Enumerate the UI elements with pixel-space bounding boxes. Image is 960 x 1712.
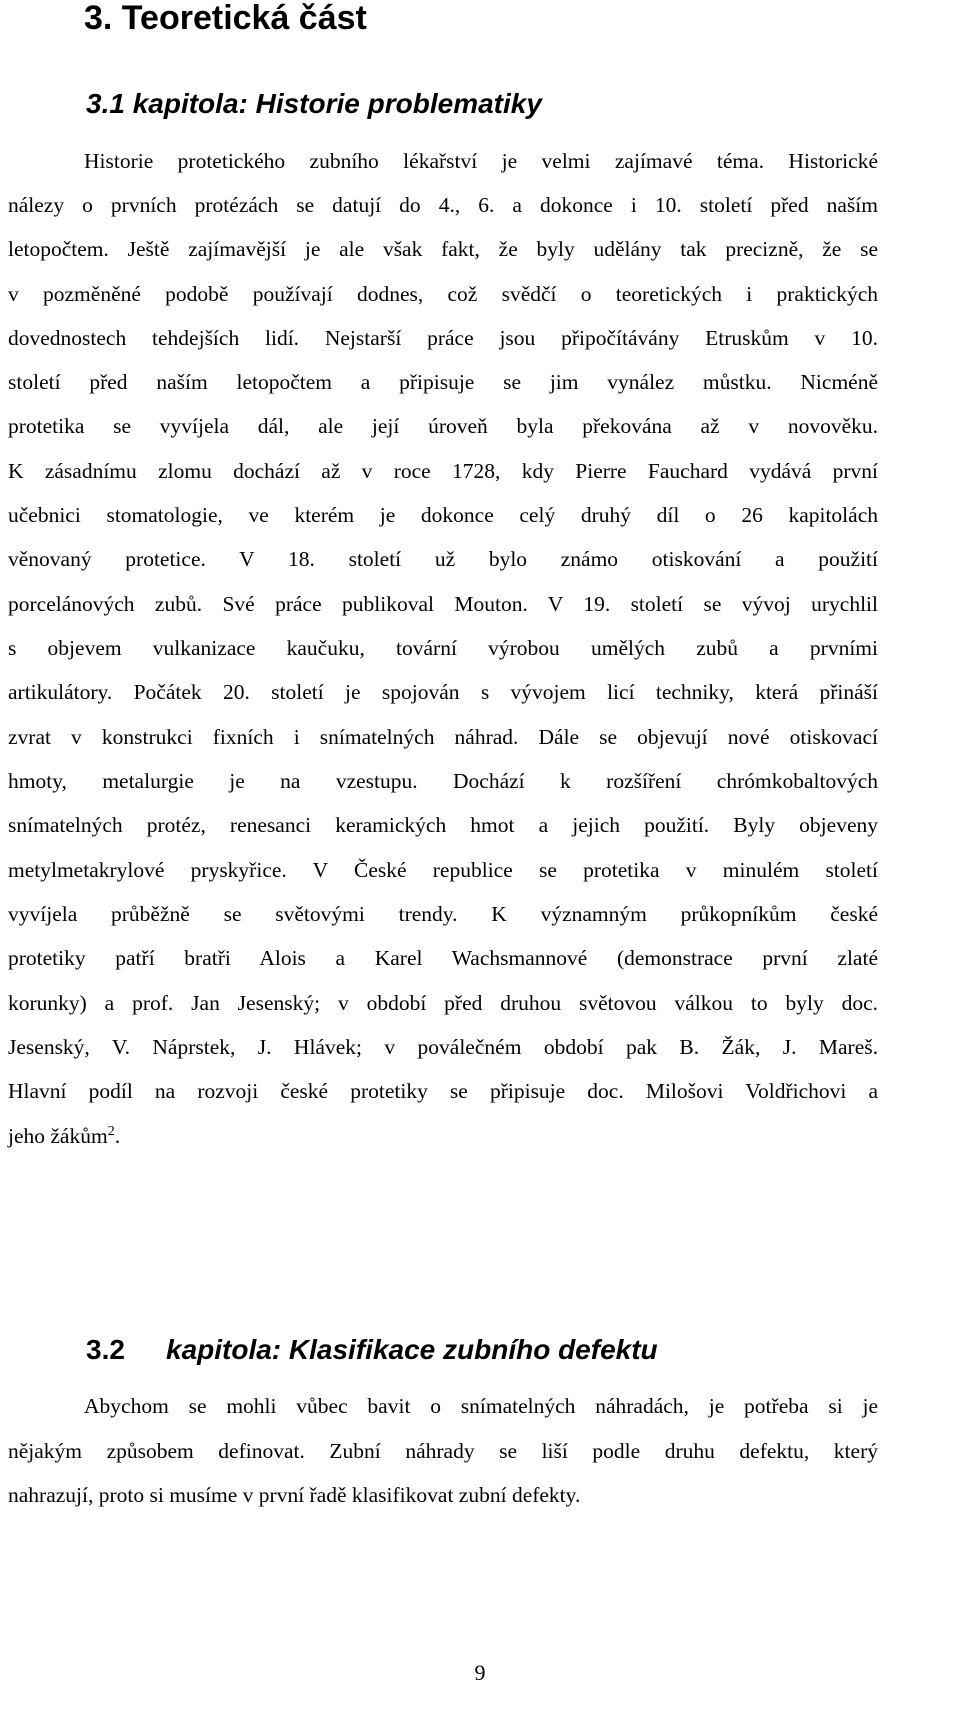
section-heading-classification: [86, 1330, 658, 1370]
paragraph-line: K zásadnímu zlomu dochází až v roce 1728, kdy Pierre Fauchard vydává první: [8, 459, 878, 483]
section-number: 3.2: [86, 1334, 125, 1365]
paragraph-line: porcelánových zubů. Své práce publikoval Mouton. V 19. století se vývoj urychlil: [8, 592, 878, 616]
paragraph-line: nějakým způsobem definovat. Zubní náhrady se liší podle druhu defektu, který: [8, 1439, 878, 1463]
paragraph-text: jeho žákům: [8, 1124, 108, 1148]
section-title: kapitola: Klasifikace zubního defektu: [166, 1334, 658, 1365]
paragraph-line: artikulátory. Počátek 20. století je spojován s vývojem licí techniky, která přináší: [8, 680, 878, 704]
paragraph-line: Jesenský, V. Náprstek, J. Hlávek; v poválečném období pak B. Žák, J. Mareš.: [8, 1035, 878, 1059]
paragraph-line: protetiky patří bratři Alois a Karel Wachsmannové (demonstrace první zlaté: [8, 946, 878, 970]
paragraph-line: metylmetakrylové pryskyřice. V České republice se protetika v minulém století: [8, 858, 878, 882]
paragraph-line: zvrat v konstrukci fixních i snímatelných náhrad. Dále se objevují nové otiskovací: [8, 725, 878, 749]
page-number: 9: [474, 1660, 486, 1685]
paragraph-line: století před naším letopočtem a připisuje se jim vynález můstku. Nicméně: [8, 370, 878, 394]
paragraph-line: hmoty, metalurgie je na vzestupu. Dochází k rozšíření chrómkobaltových: [8, 769, 878, 793]
paragraph-line: letopočtem. Ještě zajímavější je ale však fakt, že byly udělány tak precizně, že se: [8, 237, 878, 261]
paragraph-last-line: [8, 1121, 878, 1151]
paragraph-line: korunky) a prof. Jan Jesenský; v období před druhou světovou válkou to byly doc.: [8, 991, 878, 1015]
paragraph-line: věnovaný protetice. V 18. století už bylo známo otiskování a použití: [8, 547, 878, 571]
paragraph-line: nálezy o prvních protézách se datují do 4., 6. a dokonce i 10. století před naším: [8, 193, 878, 217]
paragraph-line: Historie protetického zubního lékařství je velmi zajímavé téma. Historické: [84, 149, 878, 173]
paragraph-line: snímatelných protéz, renesanci keramických hmot a jejich použití. Byly objeveny: [8, 813, 878, 837]
footnote-reference[interactable]: 2: [107, 1123, 115, 1139]
paragraph-line: Hlavní podíl na rozvoji české protetiky se připisuje doc. Milošovi Voldřichovi a: [8, 1079, 878, 1103]
paragraph-line: s objevem vulkanizace kaučuku, tovární výrobou umělých zubů a prvními: [8, 636, 878, 660]
paragraph-line: protetika se vyvíjela dál, ale její úroveň byla překována až v novověku.: [8, 414, 878, 438]
chapter-heading: 3. Teoretická část: [84, 0, 367, 37]
paragraph-line: nahrazují, proto si musíme v první řadě klasifikovat zubní defekty.: [8, 1483, 581, 1507]
paragraph-line: dovednostech tehdejších lidí. Nejstarší práce jsou připočítávány Etruskům v 10.: [8, 326, 878, 350]
paragraph-line: Abychom se mohli vůbec bavit o snímatelných náhradách, je potřeba si je: [84, 1394, 878, 1418]
paragraph-line: vyvíjela průběžně se světovými trendy. K významným průkopníkům české: [8, 902, 878, 926]
paragraph-line: v pozměněné podobě používají dodnes, což svědčí o teoretických i praktických: [8, 282, 878, 306]
paragraph-line: učebnici stomatologie, ve kterém je dokonce celý druhý díl o 26 kapitolách: [8, 503, 878, 527]
paragraph-text-end: .: [114, 1124, 121, 1148]
section-heading-history: 3.1 kapitola: Historie problematiky: [86, 88, 542, 119]
